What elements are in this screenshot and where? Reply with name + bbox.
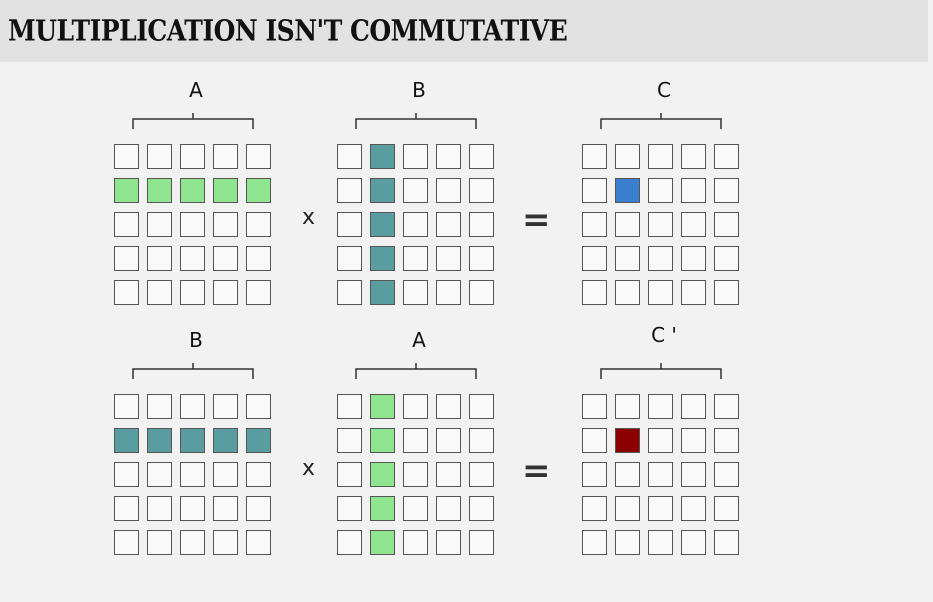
matrix-cell: [714, 212, 739, 237]
matrix-cell: [648, 178, 673, 203]
matrix-cell: [213, 212, 238, 237]
matrix-cell: [436, 394, 461, 419]
matrix-cell: [469, 394, 494, 419]
matrix-cell: [681, 530, 706, 555]
matrix-cell-highlighted: [246, 428, 271, 453]
matrix-cell-highlighted: [370, 462, 395, 487]
matrix-cell: [246, 280, 271, 305]
matrix-cell: [469, 530, 494, 555]
matrix-cell: [714, 496, 739, 521]
matrix-cell: [403, 144, 428, 169]
matrix-cell: [213, 280, 238, 305]
equals-operator-bottom: =: [522, 451, 551, 491]
matrix-cell: [337, 394, 362, 419]
matrix-cell: [403, 394, 428, 419]
matrix-label-a-bottom: A: [412, 328, 426, 352]
matrix-grid-a-bottom: [337, 394, 494, 555]
matrix-cell: [180, 462, 205, 487]
matrix-cell: [403, 496, 428, 521]
matrix-cell: [436, 280, 461, 305]
matrix-cell-highlighted: [180, 428, 205, 453]
matrix-cell: [469, 144, 494, 169]
title-bar: [0, 0, 928, 62]
matrix-cell: [246, 212, 271, 237]
matrix-cell: [681, 246, 706, 271]
matrix-cell: [714, 462, 739, 487]
matrix-cell-highlighted: [114, 178, 139, 203]
matrix-cell: [114, 212, 139, 237]
matrix-grid-b-bottom: [114, 394, 271, 555]
matrix-cell-highlighted: [615, 178, 640, 203]
matrix-cell: [147, 530, 172, 555]
matrix-cell: [615, 530, 640, 555]
matrix-cell: [114, 496, 139, 521]
matrix-cell: [403, 280, 428, 305]
brace-icon: [354, 111, 478, 131]
matrix-cell: [648, 144, 673, 169]
matrix-cell: [180, 212, 205, 237]
matrix-cell: [337, 144, 362, 169]
matrix-cell: [147, 496, 172, 521]
matrix-cell: [337, 530, 362, 555]
matrix-cell: [436, 212, 461, 237]
matrix-cell: [469, 246, 494, 271]
matrix-cell: [714, 178, 739, 203]
matrix-grid-c-prime: [582, 394, 739, 555]
matrix-cell-highlighted: [147, 178, 172, 203]
matrix-cell: [681, 462, 706, 487]
matrix-cell: [337, 212, 362, 237]
brace-icon: [599, 111, 723, 131]
matrix-cell-highlighted: [370, 496, 395, 521]
matrix-cell: [615, 462, 640, 487]
matrix-cell: [213, 246, 238, 271]
matrix-cell: [615, 280, 640, 305]
matrix-label-c: C: [657, 78, 671, 102]
matrix-cell: [246, 496, 271, 521]
matrix-cell: [147, 246, 172, 271]
matrix-cell: [681, 394, 706, 419]
matrix-cell: [714, 530, 739, 555]
matrix-cell: [615, 144, 640, 169]
matrix-cell: [337, 178, 362, 203]
matrix-cell: [337, 280, 362, 305]
matrix-cell: [337, 246, 362, 271]
matrix-cell-highlighted: [180, 178, 205, 203]
matrix-cell: [337, 428, 362, 453]
matrix-cell: [114, 394, 139, 419]
matrix-cell: [246, 530, 271, 555]
matrix-label-b-bottom: B: [189, 328, 203, 352]
matrix-cell-highlighted: [370, 394, 395, 419]
matrix-cell: [582, 462, 607, 487]
matrix-cell: [469, 212, 494, 237]
brace-icon: [599, 361, 723, 381]
matrix-cell: [147, 394, 172, 419]
matrix-cell: [436, 178, 461, 203]
matrix-cell: [213, 144, 238, 169]
matrix-cell-highlighted: [370, 178, 395, 203]
matrix-cell: [469, 462, 494, 487]
matrix-cell: [147, 280, 172, 305]
matrix-label-c-prime: C ': [651, 323, 677, 347]
matrix-cell: [403, 530, 428, 555]
multiply-operator-bottom: x: [302, 456, 316, 481]
matrix-cell: [180, 144, 205, 169]
matrix-cell: [648, 280, 673, 305]
matrix-cell: [403, 246, 428, 271]
page-title: MULTIPLICATION ISN'T COMMUTATIVE: [8, 14, 568, 48]
matrix-cell: [648, 530, 673, 555]
matrix-cell: [180, 280, 205, 305]
matrix-cell-highlighted: [370, 428, 395, 453]
matrix-cell: [469, 280, 494, 305]
matrix-cell: [337, 496, 362, 521]
matrix-cell: [714, 280, 739, 305]
matrix-cell: [582, 394, 607, 419]
matrix-cell: [648, 246, 673, 271]
matrix-cell: [469, 496, 494, 521]
matrix-cell: [714, 428, 739, 453]
matrix-cell: [648, 212, 673, 237]
matrix-cell: [213, 496, 238, 521]
matrix-cell: [469, 428, 494, 453]
matrix-cell: [615, 246, 640, 271]
matrix-cell: [681, 428, 706, 453]
matrix-cell: [403, 212, 428, 237]
matrix-label-a-top: A: [189, 78, 203, 102]
matrix-grid-a-top: [114, 144, 271, 305]
matrix-cell: [615, 394, 640, 419]
matrix-cell: [114, 462, 139, 487]
matrix-cell: [246, 246, 271, 271]
matrix-cell-highlighted: [114, 428, 139, 453]
matrix-cell: [714, 246, 739, 271]
matrix-cell: [714, 144, 739, 169]
matrix-cell: [436, 496, 461, 521]
matrix-cell-highlighted: [370, 280, 395, 305]
matrix-cell: [582, 178, 607, 203]
matrix-cell-highlighted: [147, 428, 172, 453]
matrix-cell: [246, 144, 271, 169]
matrix-cell: [337, 462, 362, 487]
matrix-label-b-top: B: [412, 78, 426, 102]
matrix-cell: [213, 394, 238, 419]
matrix-cell-highlighted: [370, 144, 395, 169]
matrix-cell: [648, 394, 673, 419]
matrix-cell: [180, 530, 205, 555]
multiply-operator-top: x: [302, 205, 316, 230]
matrix-cell: [582, 144, 607, 169]
matrix-cell: [582, 428, 607, 453]
matrix-cell: [469, 178, 494, 203]
matrix-cell: [246, 394, 271, 419]
brace-icon: [131, 361, 255, 381]
matrix-cell: [681, 178, 706, 203]
matrix-cell: [648, 428, 673, 453]
matrix-cell: [114, 530, 139, 555]
matrix-cell: [436, 144, 461, 169]
matrix-cell: [582, 496, 607, 521]
matrix-cell: [615, 212, 640, 237]
matrix-cell: [582, 212, 607, 237]
matrix-cell: [714, 394, 739, 419]
matrix-cell: [180, 246, 205, 271]
matrix-cell: [648, 462, 673, 487]
matrix-cell: [681, 212, 706, 237]
matrix-cell: [436, 530, 461, 555]
matrix-cell-highlighted: [615, 428, 640, 453]
matrix-cell-highlighted: [370, 212, 395, 237]
matrix-cell: [114, 144, 139, 169]
matrix-cell: [147, 212, 172, 237]
matrix-grid-b-top: [337, 144, 494, 305]
matrix-cell: [681, 144, 706, 169]
matrix-cell: [403, 428, 428, 453]
matrix-cell: [681, 280, 706, 305]
matrix-cell: [114, 246, 139, 271]
matrix-cell: [436, 428, 461, 453]
matrix-cell: [213, 530, 238, 555]
matrix-cell: [436, 462, 461, 487]
matrix-grid-c: [582, 144, 739, 305]
matrix-cell-highlighted: [370, 246, 395, 271]
matrix-cell-highlighted: [370, 530, 395, 555]
matrix-cell-highlighted: [213, 178, 238, 203]
matrix-cell: [436, 246, 461, 271]
matrix-cell-highlighted: [246, 178, 271, 203]
matrix-cell: [582, 280, 607, 305]
matrix-cell: [180, 394, 205, 419]
matrix-cell: [648, 496, 673, 521]
matrix-cell-highlighted: [213, 428, 238, 453]
matrix-cell: [180, 496, 205, 521]
matrix-cell: [246, 462, 271, 487]
matrix-cell: [681, 496, 706, 521]
matrix-cell: [615, 496, 640, 521]
brace-icon: [131, 111, 255, 131]
equals-operator-top: =: [522, 200, 551, 240]
matrix-cell: [213, 462, 238, 487]
matrix-cell: [582, 246, 607, 271]
matrix-cell: [582, 530, 607, 555]
matrix-cell: [114, 280, 139, 305]
matrix-cell: [403, 178, 428, 203]
brace-icon: [354, 361, 478, 381]
matrix-cell: [147, 144, 172, 169]
matrix-cell: [147, 462, 172, 487]
matrix-cell: [403, 462, 428, 487]
